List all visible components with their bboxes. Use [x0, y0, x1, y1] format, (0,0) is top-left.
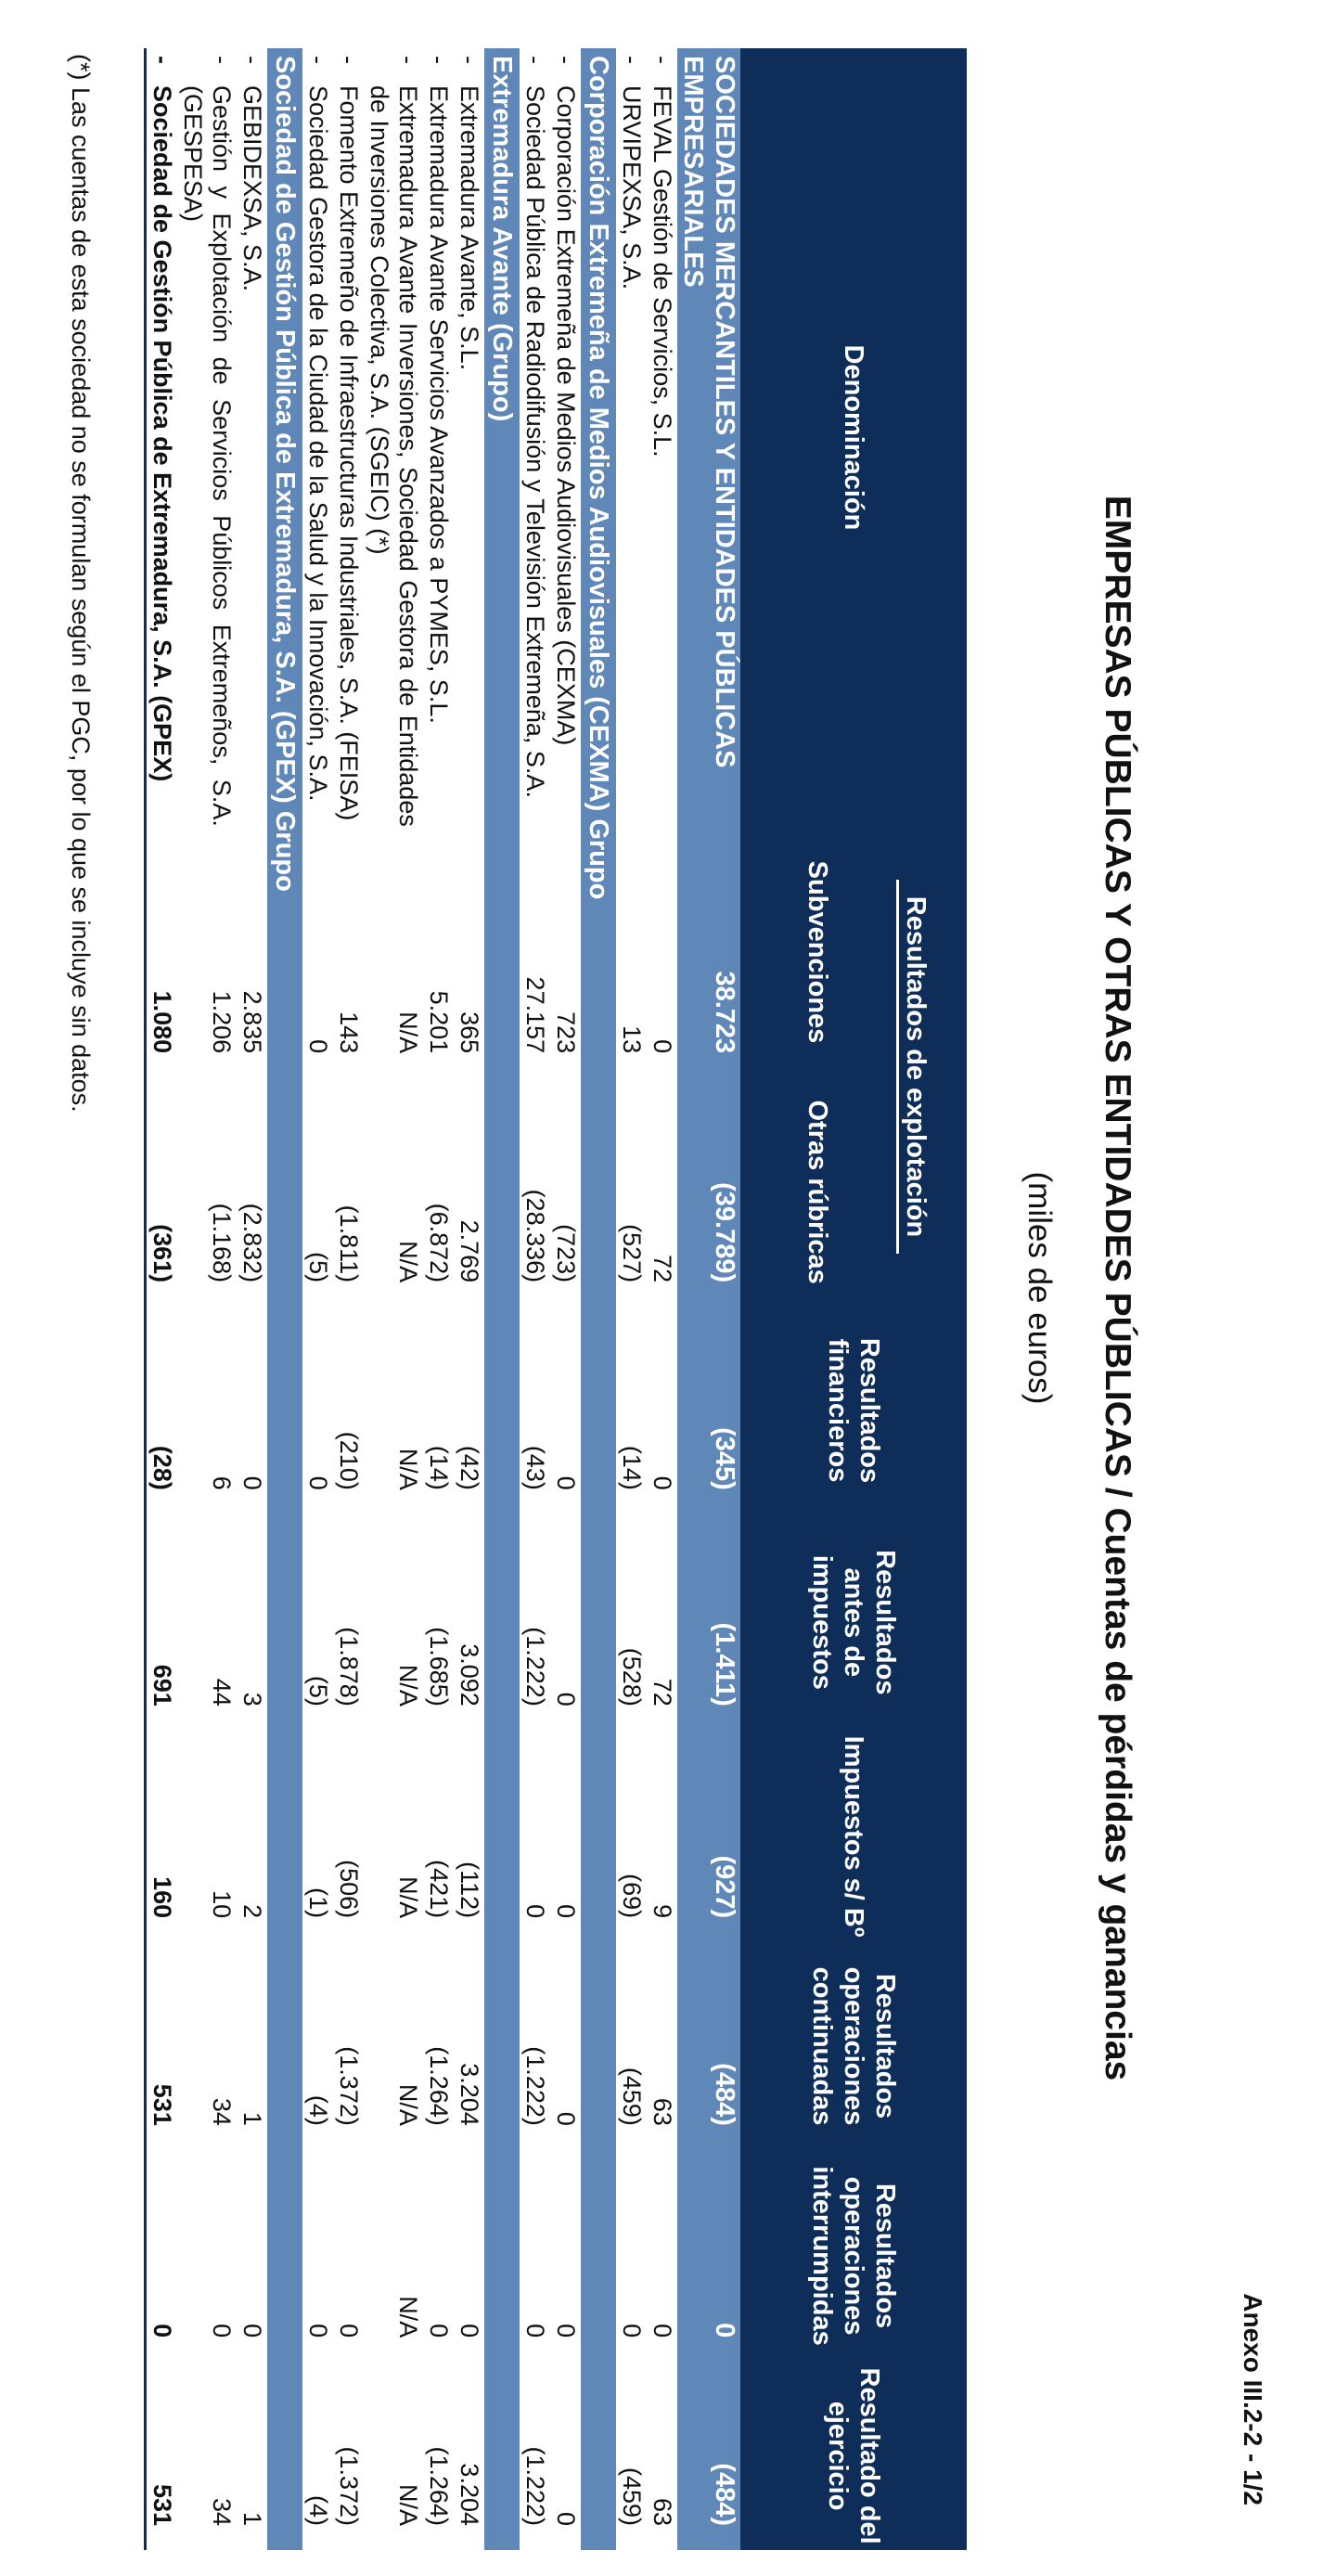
cell-value: 0 [552, 2111, 580, 2126]
row-name: Gestión y Explotación de Servicios Públicos Extremeños, S.A. (GESPESA) [179, 85, 236, 827]
cell-value: (528) [618, 1647, 646, 1707]
row-bullet-dash: - [521, 56, 549, 64]
header-subvenciones: Subvenciones [740, 827, 894, 1077]
cell-value: (927) [677, 1731, 740, 1942]
cell-value: (345) [677, 1307, 740, 1514]
cell-value: N/A [394, 1448, 422, 1490]
cell-value: (484) [677, 2362, 740, 2550]
cell-value: 0 [208, 2324, 236, 2338]
table-row [454, 48, 484, 2550]
row-name-cell [454, 48, 484, 827]
cell-value: 10 [208, 1890, 236, 1919]
table-row [333, 48, 364, 2550]
group-header-gpex [267, 48, 302, 2550]
cell-value: 365 [456, 1011, 483, 1054]
cell-value: (28.336) [521, 1189, 549, 1283]
row-name-cell [647, 48, 677, 827]
cell-value: (421) [425, 1860, 453, 1919]
row-name-cell [364, 48, 423, 827]
cell-value: N/A [394, 2083, 422, 2126]
cell-value: 0 [335, 2324, 363, 2338]
cell-value: (69) [618, 1874, 646, 1919]
cell-value: (39.789) [677, 1077, 740, 1307]
cell-value: (28) [146, 1307, 178, 1514]
header-otras: Otras rúbricas [740, 1077, 894, 1307]
row-name: FEVAL Gestión de Servicios, S.L. [649, 85, 676, 457]
cell-value: 0 [304, 1475, 332, 1490]
row-name: Fomento Extremeño de Infraestructuras Industriales, S.A. (FEISA) [335, 85, 363, 821]
table-row [616, 48, 647, 2550]
table-row [423, 48, 454, 2550]
cell-value: (6.872) [425, 1203, 453, 1283]
cell-value: (1.411) [677, 1514, 740, 1731]
cell-value: 72 [649, 1255, 676, 1283]
cell-value: (5) [304, 1252, 332, 1283]
cell-value: (527) [618, 1224, 646, 1283]
row-bullet-dash: - [208, 56, 236, 64]
cell-value: 2 [238, 1904, 266, 1919]
row-name-cell [237, 48, 267, 827]
cell-value: 63 [649, 2097, 676, 2126]
cell-value: 0 [146, 2150, 178, 2362]
cell-value: 0 [649, 1039, 676, 1054]
row-name: URVIPEXSA, S.A. [618, 85, 646, 290]
cell-value: N/A [394, 2483, 422, 2526]
cell-value: 0 [425, 2324, 453, 2338]
cell-value: 63 [649, 2497, 676, 2526]
cell-value: 0 [521, 1904, 549, 1919]
page-title: EMPRESAS PÚBLICAS Y OTRAS ENTIDADES PÚBLICAS / Cuentas de pérdidas y ganancias [1098, 495, 1137, 2081]
cell-value: 72 [649, 1678, 676, 1707]
cell-value: (210) [335, 1431, 363, 1490]
row-name-cell [177, 48, 237, 827]
row-name: Sociedad de Gestión Pública de Extremadura, S.A. (GPEX) [148, 85, 176, 782]
row-name-cell [302, 48, 333, 827]
cell-value: N/A [394, 1011, 422, 1054]
main-total-row [677, 48, 740, 2550]
cell-value: (459) [618, 2067, 646, 2126]
cell-value: (1.222) [521, 1627, 549, 1707]
annex-label: Anexo III.2-2 - 1/2 [1239, 2293, 1267, 2505]
row-bullet-dash: - [394, 56, 422, 64]
row-name: Sociedad Pública de Radiodifusión y Televisión Extremeña, S.A. [521, 85, 549, 798]
cell-value: (43) [521, 1445, 549, 1490]
cell-value: (506) [335, 1860, 363, 1919]
row-name-cell [520, 48, 550, 827]
cell-value: 0 [677, 2150, 740, 2362]
cell-value: (5) [304, 1675, 332, 1707]
cell-value: 0 [304, 1039, 332, 1054]
cell-value: 691 [146, 1514, 178, 1731]
cell-value: (2.832) [238, 1203, 266, 1283]
header-antes: Resultados antes de impuestos [740, 1514, 967, 1731]
cell-value: 2.835 [238, 990, 266, 1054]
row-name: GEBIDEXSA, S.A. [238, 85, 266, 292]
cell-value: (1.264) [425, 2446, 453, 2526]
cell-value: 3 [238, 1692, 266, 1707]
cell-value: 723 [552, 1011, 580, 1054]
table-row [177, 48, 237, 2550]
row-name: Extremadura Avante Inversiones, Sociedad Gestora de Entidades de Inversiones Colectiva, S.A. (SGEIC) (*) [366, 85, 422, 827]
cell-value: 0 [238, 2324, 266, 2338]
cell-value: 6 [208, 1475, 236, 1490]
row-bullet-dash: - [456, 56, 483, 64]
cell-value: (1.222) [521, 2046, 549, 2126]
cell-value: 143 [335, 1011, 363, 1054]
cell-value: (1.264) [425, 2046, 453, 2126]
cell-value: 0 [456, 2324, 483, 2338]
row-name: Extremadura Avante, S.L. [456, 85, 483, 371]
cell-value: N/A [394, 1664, 422, 1707]
cell-value: 531 [146, 2362, 178, 2550]
row-name: Extremadura Avante Servicios Avanzados a PYMES, S.L. [425, 85, 453, 724]
header-continuadas: Resultados operaciones continuadas [740, 1942, 967, 2150]
cell-value: (4) [304, 2495, 332, 2526]
cell-value: (4) [304, 2094, 332, 2126]
cell-value: 2.769 [456, 1219, 483, 1283]
table-row [520, 48, 550, 2550]
row-bullet-dash: - [552, 56, 580, 64]
group-header-cexma-label: Corporación Extremeña de Medios Audiovisuales (CEXMA) Grupo [581, 48, 616, 2550]
table-body [146, 48, 741, 2550]
cell-value: N/A [394, 1241, 422, 1283]
cell-value: 1.080 [146, 827, 178, 1077]
cell-value: 0 [304, 2324, 332, 2338]
page-subtitle: (miles de euros) [1021, 1171, 1058, 1405]
cell-value: (14) [618, 1445, 646, 1490]
cell-value: 38.723 [677, 827, 740, 1077]
row-name-cell [616, 48, 647, 827]
cell-value: 160 [146, 1731, 178, 1942]
row-bullet-dash: - [238, 56, 266, 64]
cell-value: (1.168) [208, 1203, 236, 1283]
cell-value: 0 [552, 2511, 580, 2526]
row-bullet-dash: - [148, 56, 176, 64]
cell-value: (361) [146, 1077, 178, 1307]
cell-value: 44 [208, 1678, 236, 1707]
table-row [647, 48, 677, 2550]
cell-value: 0 [238, 1475, 266, 1490]
cell-value: (1) [304, 1887, 332, 1919]
row-bullet-dash: - [649, 56, 676, 64]
table-row [146, 48, 178, 2550]
cell-value: (1.685) [425, 1627, 453, 1707]
row-name: Sociedad Gestora de la Ciudad de la Salud y la Innovación, S.A. [304, 85, 332, 802]
group-header-gpex-label: Sociedad de Gestión Pública de Extremadura, S.A. (GPEX) Grupo [267, 48, 302, 2550]
cell-value: 34 [208, 2497, 236, 2526]
row-name: Corporación Extremeña de Medios Audiovisuales (CEXMA) [552, 85, 580, 746]
table-row [302, 48, 333, 2550]
cell-value: 27.157 [521, 976, 549, 1054]
results-table [144, 48, 967, 2550]
cell-value: (112) [456, 1861, 483, 1919]
cell-value: 34 [208, 2097, 236, 2126]
cell-value: (1.372) [335, 2046, 363, 2126]
row-bullet-dash: - [618, 56, 646, 64]
row-name-cell [333, 48, 364, 827]
cell-value: 0 [649, 1475, 676, 1490]
group-header-avante [484, 48, 520, 2550]
cell-value: 0 [552, 2324, 580, 2338]
row-name-cell [146, 48, 178, 827]
group-header-cexma [581, 48, 616, 2550]
cell-value: 3.204 [456, 2463, 483, 2526]
cell-value: 0 [552, 1475, 580, 1490]
cell-value: 5.201 [425, 990, 453, 1054]
cell-value: 3.092 [456, 1643, 483, 1707]
header-group-label: Resultados de explotación [896, 880, 931, 1254]
row-bullet-dash: - [304, 56, 332, 64]
row-name-cell [423, 48, 454, 827]
row-bullet-dash: - [335, 56, 363, 64]
cell-value: 13 [618, 1025, 646, 1054]
cell-value: (484) [677, 1942, 740, 2150]
table-row [364, 48, 423, 2550]
cell-value: (723) [552, 1224, 580, 1283]
header-financieros: Resultados financieros [740, 1307, 967, 1514]
group-header-avante-label: Extremadura Avante (Grupo) [484, 48, 520, 2550]
cell-value: (1.372) [335, 2446, 363, 2526]
cell-value: N/A [394, 1876, 422, 1919]
cell-value: 0 [552, 1692, 580, 1707]
cell-value: 1.206 [208, 990, 236, 1054]
cell-value: (459) [618, 2467, 646, 2526]
cell-value: 3.204 [456, 2063, 483, 2126]
row-name-cell [550, 48, 581, 827]
header-group-explotacion [894, 827, 967, 1307]
cell-value: 0 [521, 2324, 549, 2338]
table-row [550, 48, 581, 2550]
footnote: (*) Las cuentas de esta sociedad no se formulan según el PGC, por lo que se incluye sin datos. [67, 54, 95, 1113]
cell-value: (1.222) [521, 2446, 549, 2526]
cell-value: 0 [552, 1904, 580, 1919]
header-impuestos: Impuestos s/ Bº [740, 1731, 967, 1942]
cell-value: (14) [425, 1445, 453, 1490]
cell-value: N/A [394, 2296, 422, 2338]
header-interrumpidas: Resultados operaciones interrumpidas [740, 2150, 967, 2362]
table-row [237, 48, 267, 2550]
cell-value: 0 [618, 2324, 646, 2338]
cell-value: (42) [456, 1445, 483, 1490]
cell-value: (1.811) [335, 1204, 363, 1283]
cell-value: 1 [238, 2111, 266, 2126]
cell-value: 9 [649, 1904, 676, 1919]
cell-value: 531 [146, 1942, 178, 2150]
cell-value: 0 [649, 2324, 676, 2338]
header-denominacion: Denominación [740, 48, 967, 827]
cell-value: 1 [238, 2511, 266, 2526]
cell-value: (1.878) [335, 1627, 363, 1707]
header-ejercicio: Resultado del ejercicio [740, 2362, 967, 2550]
main-total-name: SOCIEDADES MERCANTILES Y ENTIDADES PÚBLICAS EMPRESARIALES [677, 48, 740, 827]
row-bullet-dash: - [425, 56, 453, 64]
